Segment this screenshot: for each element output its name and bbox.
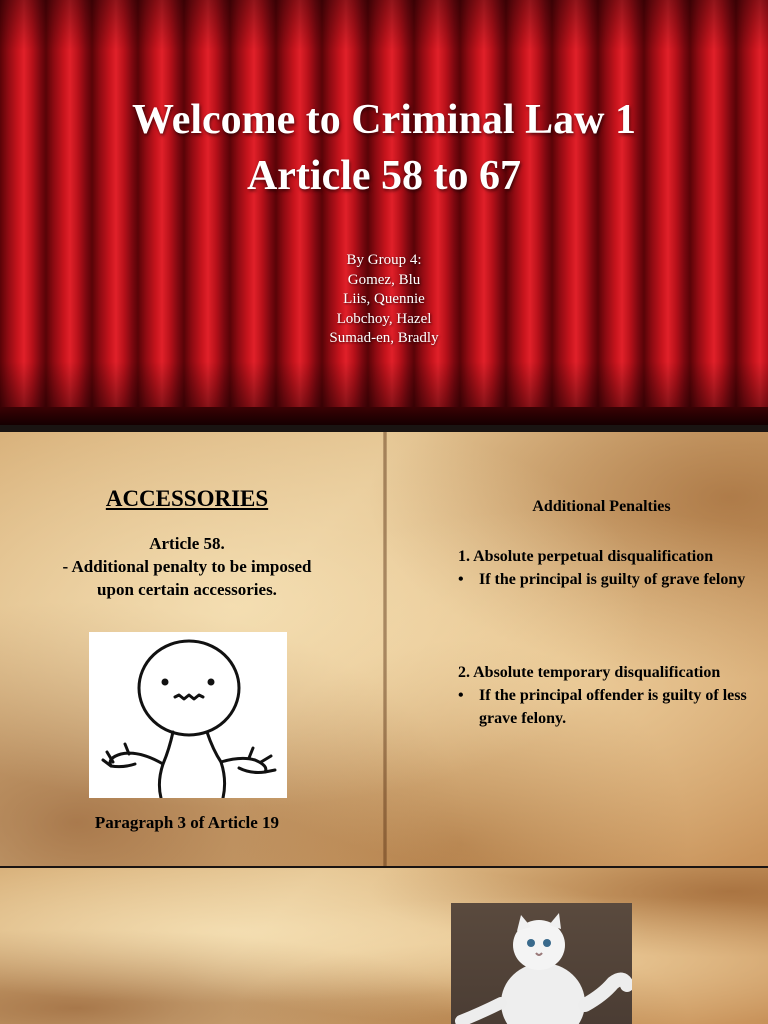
article-line: Article 58. xyxy=(149,534,225,553)
shrug-figure-icon xyxy=(89,632,287,798)
paragraph-reference-caption: Paragraph 3 of Article 19 xyxy=(94,813,280,832)
persian-cat-meme-image xyxy=(451,903,632,1024)
credit-line: Gomez, Blu xyxy=(347,271,421,288)
penalty-bullet: • If the principal is guilty of grave felony xyxy=(458,568,758,591)
slide-next[interactable] xyxy=(0,868,768,1024)
credit-line: By Group 4: xyxy=(346,252,422,268)
penalty-bullet: • If the principal offender is guilty of less grave felony. xyxy=(458,684,758,730)
accessories-heading: ACCESSORIES xyxy=(105,486,269,511)
group-credits xyxy=(0,251,768,349)
penalty-item xyxy=(458,545,758,591)
title-line-1: Welcome to Criminal Law 1 xyxy=(132,97,636,143)
credit-line: Sumad-en, Bradly xyxy=(329,330,439,346)
penalty-title: 1. Absolute perpetual disqualification xyxy=(458,548,714,565)
slide-accessories[interactable] xyxy=(0,432,768,866)
article-line: upon certain accessories. xyxy=(97,580,277,599)
article-line: - Additional penalty to be imposed xyxy=(62,557,312,576)
penalty-title: 2. Absolute temporary disqualification xyxy=(458,664,721,681)
shrug-meme-image xyxy=(89,632,287,798)
page-fold-divider xyxy=(383,432,387,866)
title-line-2: Article 58 to 67 xyxy=(246,153,522,199)
credit-line: Lobchoy, Hazel xyxy=(336,310,432,327)
credit-line: Liis, Quennie xyxy=(343,291,425,307)
slide-title[interactable] xyxy=(0,0,768,425)
slide-title-heading xyxy=(0,92,768,204)
additional-penalties-heading: Additional Penalties xyxy=(532,498,671,515)
article-58-text xyxy=(0,532,374,601)
penalty-item xyxy=(458,661,758,730)
white-cat-icon xyxy=(451,903,632,1024)
